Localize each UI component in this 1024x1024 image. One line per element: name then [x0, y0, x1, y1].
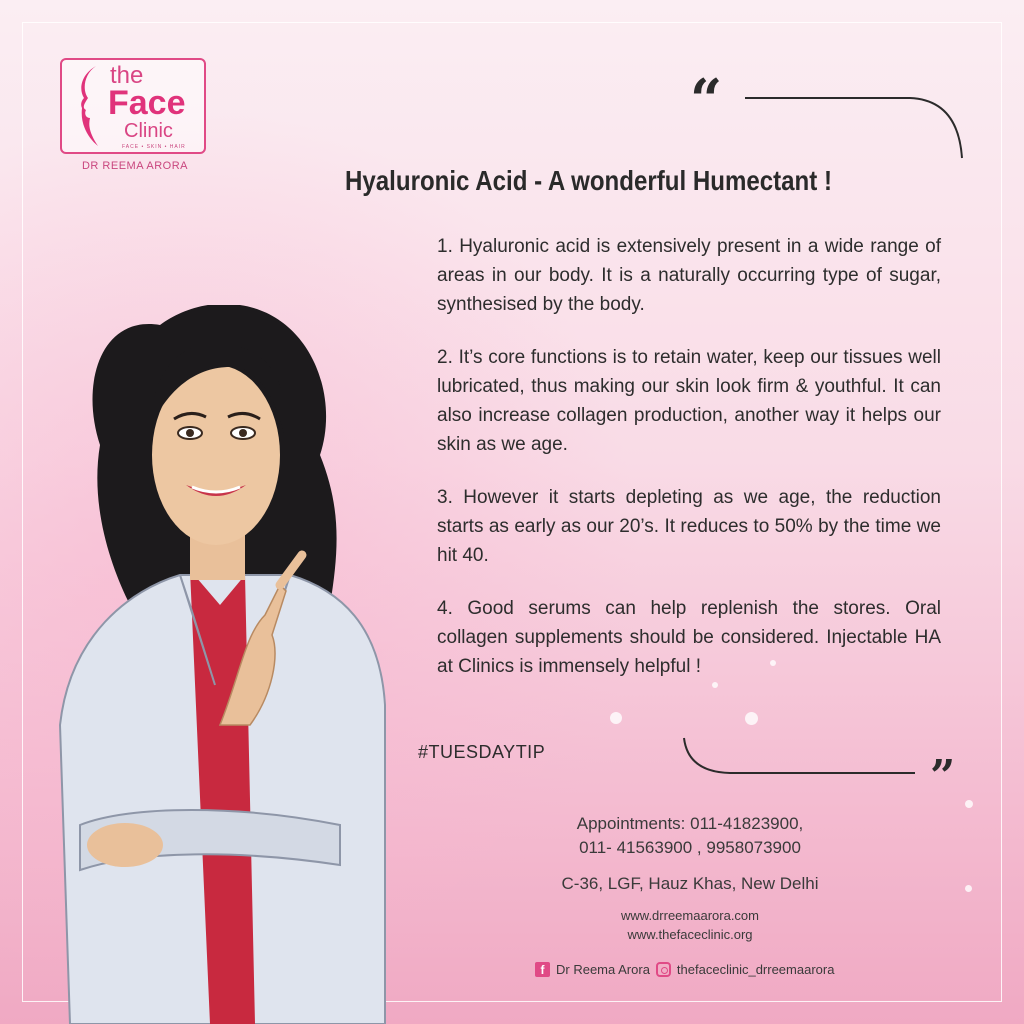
- tip-item: 4. Good serums can help replenish the stores. Oral collagen supplements should be considered. Injectable HA at Clinics is immensely helpful !: [437, 598, 941, 677]
- tip-item: 1. Hyaluronic acid is extensively present in a wide range of areas in our body. It is a naturally occurring type of sugar, synthesised by the body.: [437, 236, 941, 315]
- doctor-illustration: [40, 305, 400, 1024]
- post-title: Hyaluronic Acid - A wonderful Humectant !: [345, 165, 832, 196]
- contact-block: [500, 812, 880, 944]
- tips-list: [437, 232, 941, 705]
- open-quote-icon: “: [690, 67, 723, 133]
- facebook-handle[interactable]: Dr Reema Arora: [556, 962, 650, 977]
- hashtag: #TUESDAYTIP: [418, 742, 546, 762]
- logo-word-face: Face: [108, 84, 186, 122]
- appointments-line: 011- 41563900 , 9958073900: [579, 838, 801, 857]
- tip-item: 3. However it starts depleting as we age, the reduction starts as early as our 20’s. It reduces to 50% by the time we hit 40.: [437, 487, 941, 566]
- logo-word-the: the: [110, 62, 144, 89]
- logo-tagline: FACE • SKIN • HAIR: [122, 144, 186, 150]
- website-link[interactable]: www.thefaceclinic.org: [627, 927, 753, 942]
- social-links: [535, 962, 834, 977]
- tip-item: 2. It’s core functions is to retain water, keep our tissues well lubricated, thus making our skin look firm & youthful. It can also increase collagen production, another way it helps our skin as we age.: [437, 347, 941, 455]
- facebook-icon[interactable]: f: [535, 962, 550, 977]
- instagram-icon[interactable]: [656, 962, 671, 977]
- logo-word-clinic: Clinic: [124, 120, 173, 142]
- clinic-address: C-36, LGF, Hauz Khas, New Delhi: [561, 874, 819, 893]
- instagram-handle[interactable]: thefaceclinic_drreemaarora: [676, 962, 835, 977]
- doctor-name-label: DR REEMA ARORA: [81, 160, 189, 172]
- website-link[interactable]: www.drreemaarora.com: [621, 908, 759, 923]
- appointments-line: Appointments: 011-41823900,: [576, 814, 804, 833]
- close-quote-icon: ”: [930, 751, 956, 802]
